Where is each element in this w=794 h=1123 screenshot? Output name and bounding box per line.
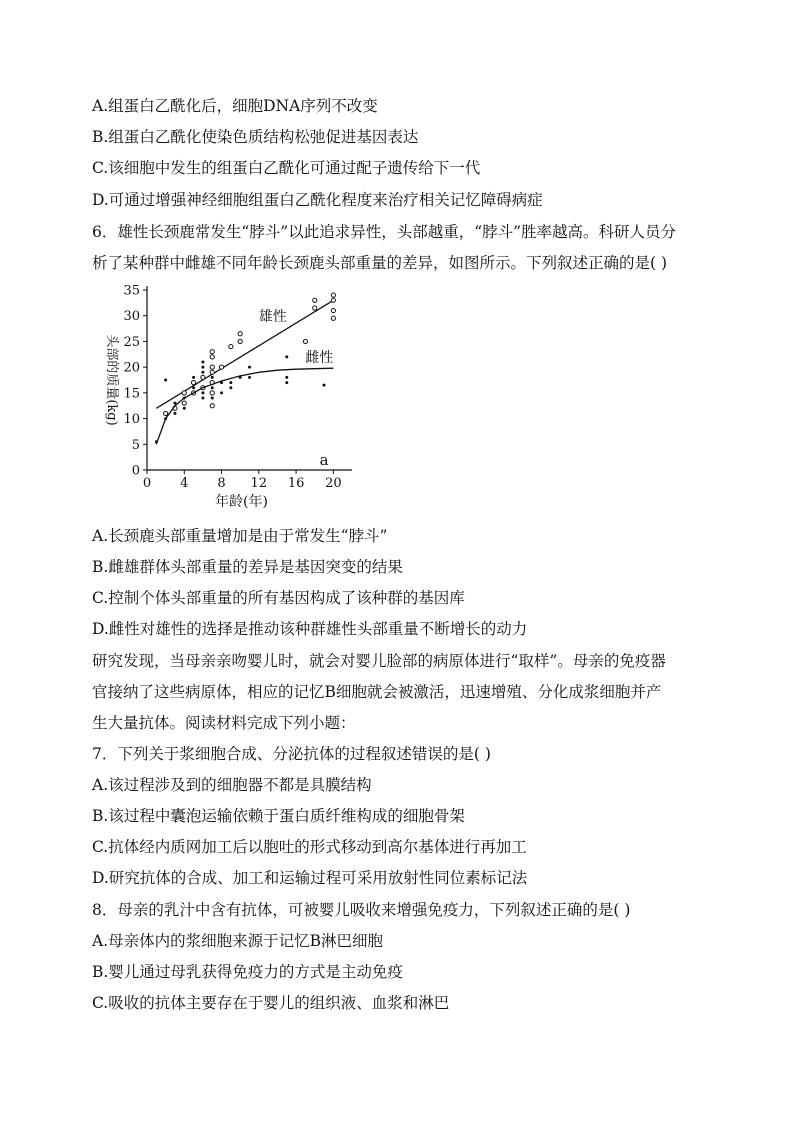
female-data-point [201, 397, 204, 400]
chart-svg [92, 280, 372, 520]
female-data-point [211, 386, 214, 389]
material-line3: 生大量抗体。阅读材料完成下列小题： [92, 714, 356, 732]
female-data-point [229, 381, 232, 384]
chart-marks [155, 293, 336, 444]
female-data-point [201, 391, 204, 394]
y-tick-label: 35 [123, 283, 140, 299]
female-data-point [285, 381, 288, 384]
y-tick-label: 30 [123, 309, 140, 325]
female-data-point [323, 384, 326, 387]
y-tick-label: 0 [131, 463, 140, 479]
male-data-point [303, 339, 307, 343]
q6-stem-line2: 析了某种群中雌雄不同年龄长颈鹿头部重量的差异，如图所示。下列叙述正确的是( ) [92, 254, 668, 272]
material-line2: 官接纳了这些病原体，相应的记忆B细胞就会被激活，迅速增殖、分化成浆细胞并产 [92, 683, 662, 701]
male-data-point [238, 332, 242, 336]
male-data-point [210, 391, 214, 395]
male-data-point [331, 316, 335, 320]
male-data-point [331, 298, 335, 302]
male-data-point [164, 411, 168, 415]
female-data-point [201, 361, 204, 364]
series-label-female: 雌性 [305, 350, 334, 366]
male-data-point [191, 380, 195, 384]
male-data-point [238, 339, 242, 343]
female-data-point [155, 440, 158, 443]
q7-option-d: D.研究抗体的合成、加工和运输过程可采用放射性同位素标记法 [92, 869, 528, 887]
q6-option-a: A.长颈鹿头部重量增加是由于常发生“脖斗” [92, 527, 388, 545]
q7-option-c: C.抗体经内质网加工后以胞吐的形式移动到高尔基体进行再加工 [92, 838, 527, 856]
series-label-male: 雄性 [258, 308, 287, 325]
male-data-point [201, 375, 205, 379]
panel-label: a [319, 450, 329, 469]
y-tick-label: 10 [123, 412, 140, 428]
female-data-point [164, 379, 167, 382]
male-data-point [182, 401, 186, 405]
x-tick-label: 20 [325, 476, 342, 491]
male-data-point [210, 370, 214, 374]
male-data-point [331, 308, 335, 312]
q8-option-a: A.母亲体内的浆细胞来源于记忆B淋巴细胞 [92, 932, 384, 950]
q6-option-c: C.控制个体头部重量的所有基因构成了该种群的基因库 [92, 589, 465, 607]
male-data-point [210, 355, 214, 359]
male-data-point [210, 365, 214, 369]
female-data-point [239, 376, 242, 379]
female-data-point [248, 376, 251, 379]
female-data-point [248, 366, 251, 369]
q8-stem: 8．母亲的乳汁中含有抗体，可被婴儿吸收来增强免疫力，下列叙述正确的是( ) [92, 901, 631, 919]
q5-option-b: B.组蛋白乙酰化使染色质结构松弛促进基因表达 [92, 128, 419, 146]
y-tick-label: 15 [123, 386, 140, 402]
q6-option-d: D.雌性对雄性的选择是推动该种群雄性头部重量不断增长的动力 [92, 620, 528, 638]
female-data-point [192, 376, 195, 379]
material-line1: 研究发现，当母亲亲吻婴儿时，就会对婴儿脸部的病原体进行“取样”。母亲的免疫器 [92, 652, 666, 670]
head-weight-chart [92, 280, 372, 520]
x-tick-label: 8 [217, 476, 226, 491]
q8-option-b: B.婴儿通过母乳获得免疫力的方式是主动免疫 [92, 963, 403, 981]
female-data-point [229, 386, 232, 389]
q7-option-a: A.该过程涉及到的细胞器不都是具膜结构 [92, 776, 372, 794]
female-data-point [183, 397, 186, 400]
q6-stem-line1: 6．雄性长颈鹿常发生“脖斗”以此追求异性，头部越重，“脖斗”胜率越高。科研人员分 [92, 223, 677, 241]
female-data-point [211, 397, 214, 400]
x-tick-label: 12 [250, 476, 268, 491]
male-data-point [182, 391, 186, 395]
male-data-point [210, 404, 214, 408]
y-tick-label: 25 [123, 334, 140, 350]
female-data-point [192, 386, 195, 389]
male-data-point [313, 298, 317, 302]
male-data-point [331, 293, 335, 297]
male-data-point [210, 350, 214, 354]
q7-stem: 7．下列关于浆细胞合成、分泌抗体的过程叙述错误的是( ) [92, 745, 491, 763]
female-data-point [220, 381, 223, 384]
q7-option-b: B.该过程中囊泡运输依赖于蛋白质纤维构成的细胞骨架 [92, 807, 465, 825]
female-data-point [173, 402, 176, 405]
q5-option-a: A.组蛋白乙酰化后，细胞DNA序列不改变 [92, 97, 378, 115]
female-data-point [183, 407, 186, 410]
female-data-point [285, 376, 288, 379]
female-data-point [220, 391, 223, 394]
y-axis-title: 头部的质量(kg) [104, 334, 119, 426]
x-tick-label: 16 [287, 476, 305, 491]
female-data-point [211, 376, 214, 379]
q8-option-c: C.吸收的抗体主要存在于婴儿的组织液、血浆和淋巴 [92, 994, 450, 1012]
y-tick-label: 5 [131, 437, 140, 453]
x-tick-label: 4 [180, 476, 189, 491]
q5-option-c: C.该细胞中发生的组蛋白乙酰化可通过配子遗传给下一代 [92, 159, 481, 177]
female-data-point [164, 417, 167, 420]
female-data-point [285, 355, 288, 358]
trend-line-female [156, 368, 333, 444]
y-tick-label: 20 [123, 360, 140, 376]
male-data-point [313, 306, 317, 310]
female-data-point [201, 371, 204, 374]
female-data-point [173, 412, 176, 415]
x-tick-label: 0 [142, 476, 152, 491]
q6-option-b: B.雌雄群体头部重量的差异是基因突变的结果 [92, 558, 403, 576]
male-data-point [229, 344, 233, 348]
female-data-point [201, 366, 204, 369]
x-axis-title: 年龄(年) [215, 494, 268, 510]
male-data-point [219, 365, 223, 369]
q5-option-d: D.可通过增强神经细胞组蛋白乙酰化程度来治疗相关记忆障碍病症 [92, 191, 543, 209]
